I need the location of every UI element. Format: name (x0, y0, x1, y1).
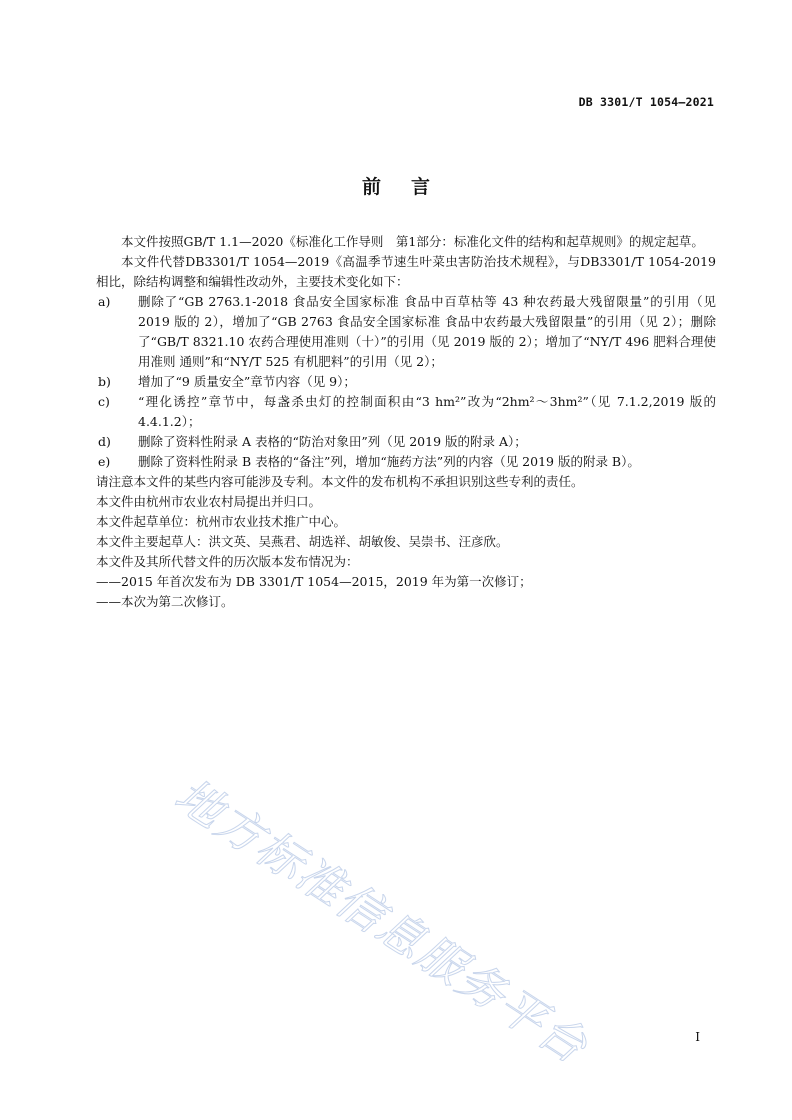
drafting-unit-line: 本文件起草单位：杭州市农业技术推广中心。 (96, 514, 347, 529)
foreword-body (96, 232, 716, 612)
item-text: 增加了“9 质量安全”章节内容（见 9）； (138, 374, 356, 389)
item-text: 删除了资料性附录 B 表格的“备注”列，增加“施药方法”列的内容（见 2019 版的附录 B）。 (138, 454, 640, 469)
change-item-d (96, 432, 716, 452)
item-label: c) (98, 394, 110, 409)
page-title: 前言 (361, 176, 460, 198)
item-text: 删除了资料性附录 A 表格的“防治对象田”列（见 2019 版的附录 A）； (138, 434, 527, 449)
history-item: ——2015 年首次发布为 DB 3301/T 1054—2015，2019 年为第一次修订； (96, 574, 532, 589)
item-label: d) (98, 434, 111, 449)
item-text: 删除了“GB 2763.1-2018 食品安全国家标准 食品中百草枯等 43 种农药最大残留限量”的引用（见 2019 版的 2），增加了“GB 2763 食品安全国家标准 食品中农药最大残留限量”的引用（见 2）；删除了“GB/T 8321.10 农药合理使用准则（十）”的引用（见 2019 版的 2）；增加了“NY/T 496 肥料合理使用准则 通则”和“NY/T 525 有机肥料”的引用（见 2）； (138, 294, 716, 369)
page-number: I (695, 1030, 700, 1044)
change-item-e (96, 452, 716, 472)
drafters-line: 本文件主要起草人：洪文英、吴燕君、胡选祥、胡敏俊、吴崇书、汪彦欣。 (96, 534, 509, 549)
paragraph-replacement: 本文件代替DB3301/T 1054—2019《高温季节速生叶菜虫害防治技术规程》，与DB3301/T 1054-2019相比，除结构调整和编辑性改动外，主要技术变化如下： (96, 254, 716, 289)
watermark: 地方标准信息服务平台 (165, 767, 598, 1075)
item-label: a) (98, 294, 111, 309)
history-item: ——本次为第二次修订。 (96, 594, 234, 609)
history-intro: 本文件及其所代替文件的历次版本发布情况为： (96, 554, 359, 569)
proposer-line: 本文件由杭州市农业农村局提出并归口。 (96, 494, 322, 509)
patent-notice: 请注意本文件的某些内容可能涉及专利。本文件的发布机构不承担识别这些专利的责任。 (96, 474, 584, 489)
paragraph-drafting-rule: 本文件按照GB/T 1.1—2020《标准化工作导则 第1部分：标准化文件的结构和起草规则》的规定起草。 (121, 234, 704, 249)
change-item-b (96, 372, 716, 392)
item-text: “理化诱控”章节中，每盏杀虫灯的控制面积由“3 hm²”改为“2hm²～3hm²”（见 7.1.2,2019 版的 4.4.1.2）； (138, 394, 716, 429)
change-item-a (96, 292, 716, 372)
item-label: e) (98, 454, 111, 469)
change-item-c (96, 392, 716, 432)
item-label: b) (98, 374, 111, 389)
document-code: DB 3301/T 1054—2021 (578, 95, 714, 109)
